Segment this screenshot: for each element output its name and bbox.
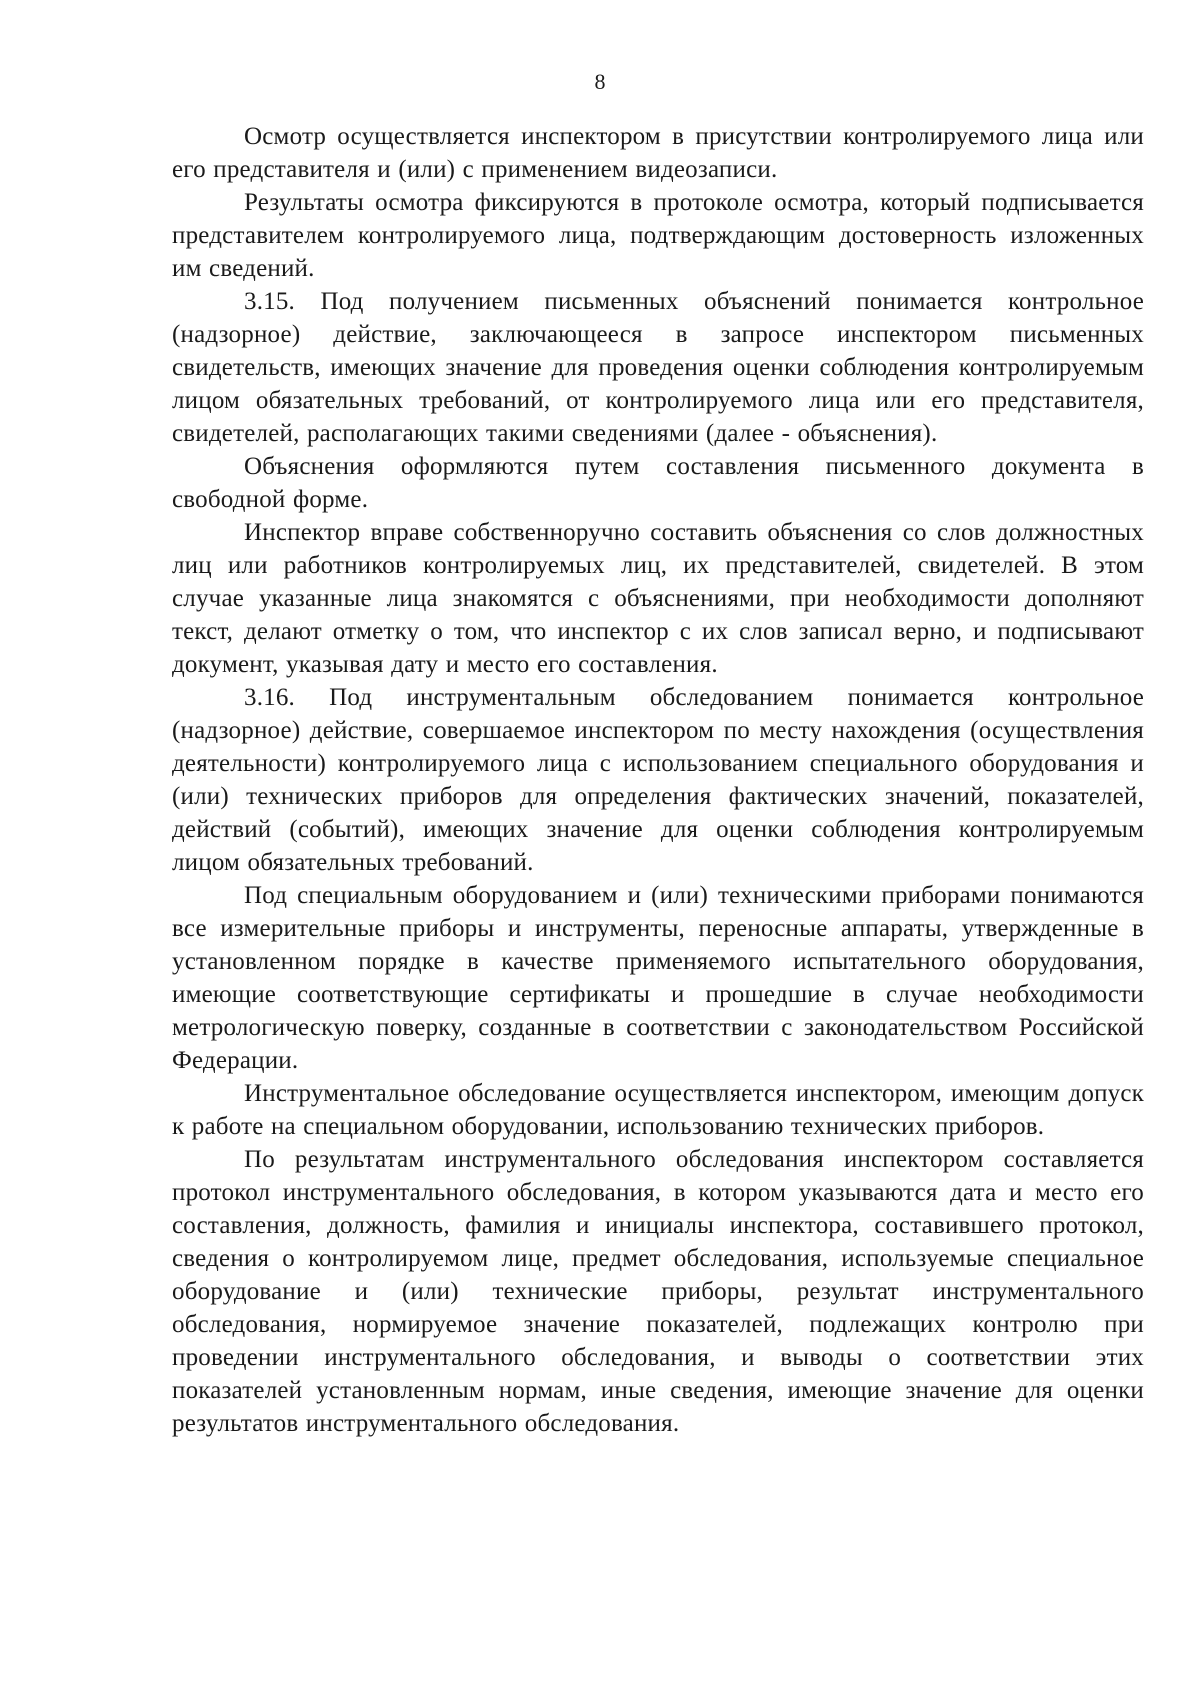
- paragraph-3-16-instrumental-examination: 3.16. Под инструментальным обследованием понимается контрольное (надзорное) действие, совершаемое инспектором по месту нахождения (осуществления деятельности) контролируемого лица с использованием специального оборудования и (или) технических приборов для определения фактических значений, показателей, действий (событий), имеющих значение для оценки соблюдения контролируемым лицом обязательных требований.: [172, 684, 1144, 876]
- paragraph-special-equipment: Под специальным оборудованием и (или) техническими приборами понимаются все измерительные приборы и инструменты, переносные аппараты, утвержденные в установленном порядке в качестве применяемого испытательного оборудования, имеющие соответствующие сертификаты и прошедшие в случае необходимости метрологическую поверку, созданные в соответствии с законодательством Российской Федерации.: [172, 882, 1144, 1074]
- page-number: 8: [594, 69, 606, 94]
- paragraph-examination-admission: Инструментальное обследование осуществляется инспектором, имеющим допуск к работе на специальном оборудовании, использованию технических приборов.: [172, 1080, 1144, 1140]
- paragraph-inspection-results: Результаты осмотра фиксируются в протоколе осмотра, который подписывается представителем контролируемого лица, подтверждающим достоверность изложенных им сведений.: [172, 189, 1144, 282]
- paragraph-inspection-presence: Осмотр осуществляется инспектором в присутствии контролируемого лица или его представителя и (или) с применением видеозаписи.: [172, 123, 1144, 183]
- document-body: [172, 120, 1144, 1440]
- paragraph-explanations-form: Объяснения оформляются путем составления письменного документа в свободной форме.: [172, 453, 1144, 513]
- paragraph-examination-protocol: По результатам инструментального обследования инспектором составляется протокол инструментального обследования, в котором указываются дата и место его составления, должность, фамилия и инициалы инспектора, составившего протокол, сведения о контролируемом лице, предмет обследования, используемые специальное оборудование и (или) технические приборы, результат инструментального обследования, нормируемое значение показателей, подлежащих контролю при проведении инструментального обследования, и выводы о соответствии этих показателей установленным нормам, иные сведения, имеющие значение для оценки результатов инструментального обследования.: [172, 1146, 1144, 1437]
- paragraph-3-15-written-explanations: 3.15. Под получением письменных объяснений понимается контрольное (надзорное) действие, заключающееся в запросе инспектором письменных свидетельств, имеющих значение для проведения оценки соблюдения контролируемым лицом обязательных требований, от контролируемого лица или его представителя, свидетелей, располагающих такими сведениями (далее - объяснения).: [172, 288, 1144, 447]
- paragraph-inspector-writes-explanations: Инспектор вправе собственноручно составить объяснения со слов должностных лиц или работников контролируемых лиц, их представителей, свидетелей. В этом случае указанные лица знакомятся с объяснениями, при необходимости дополняют текст, делают отметку о том, что инспектор с их слов записал верно, и подписывают документ, указывая дату и место его составления.: [172, 519, 1144, 678]
